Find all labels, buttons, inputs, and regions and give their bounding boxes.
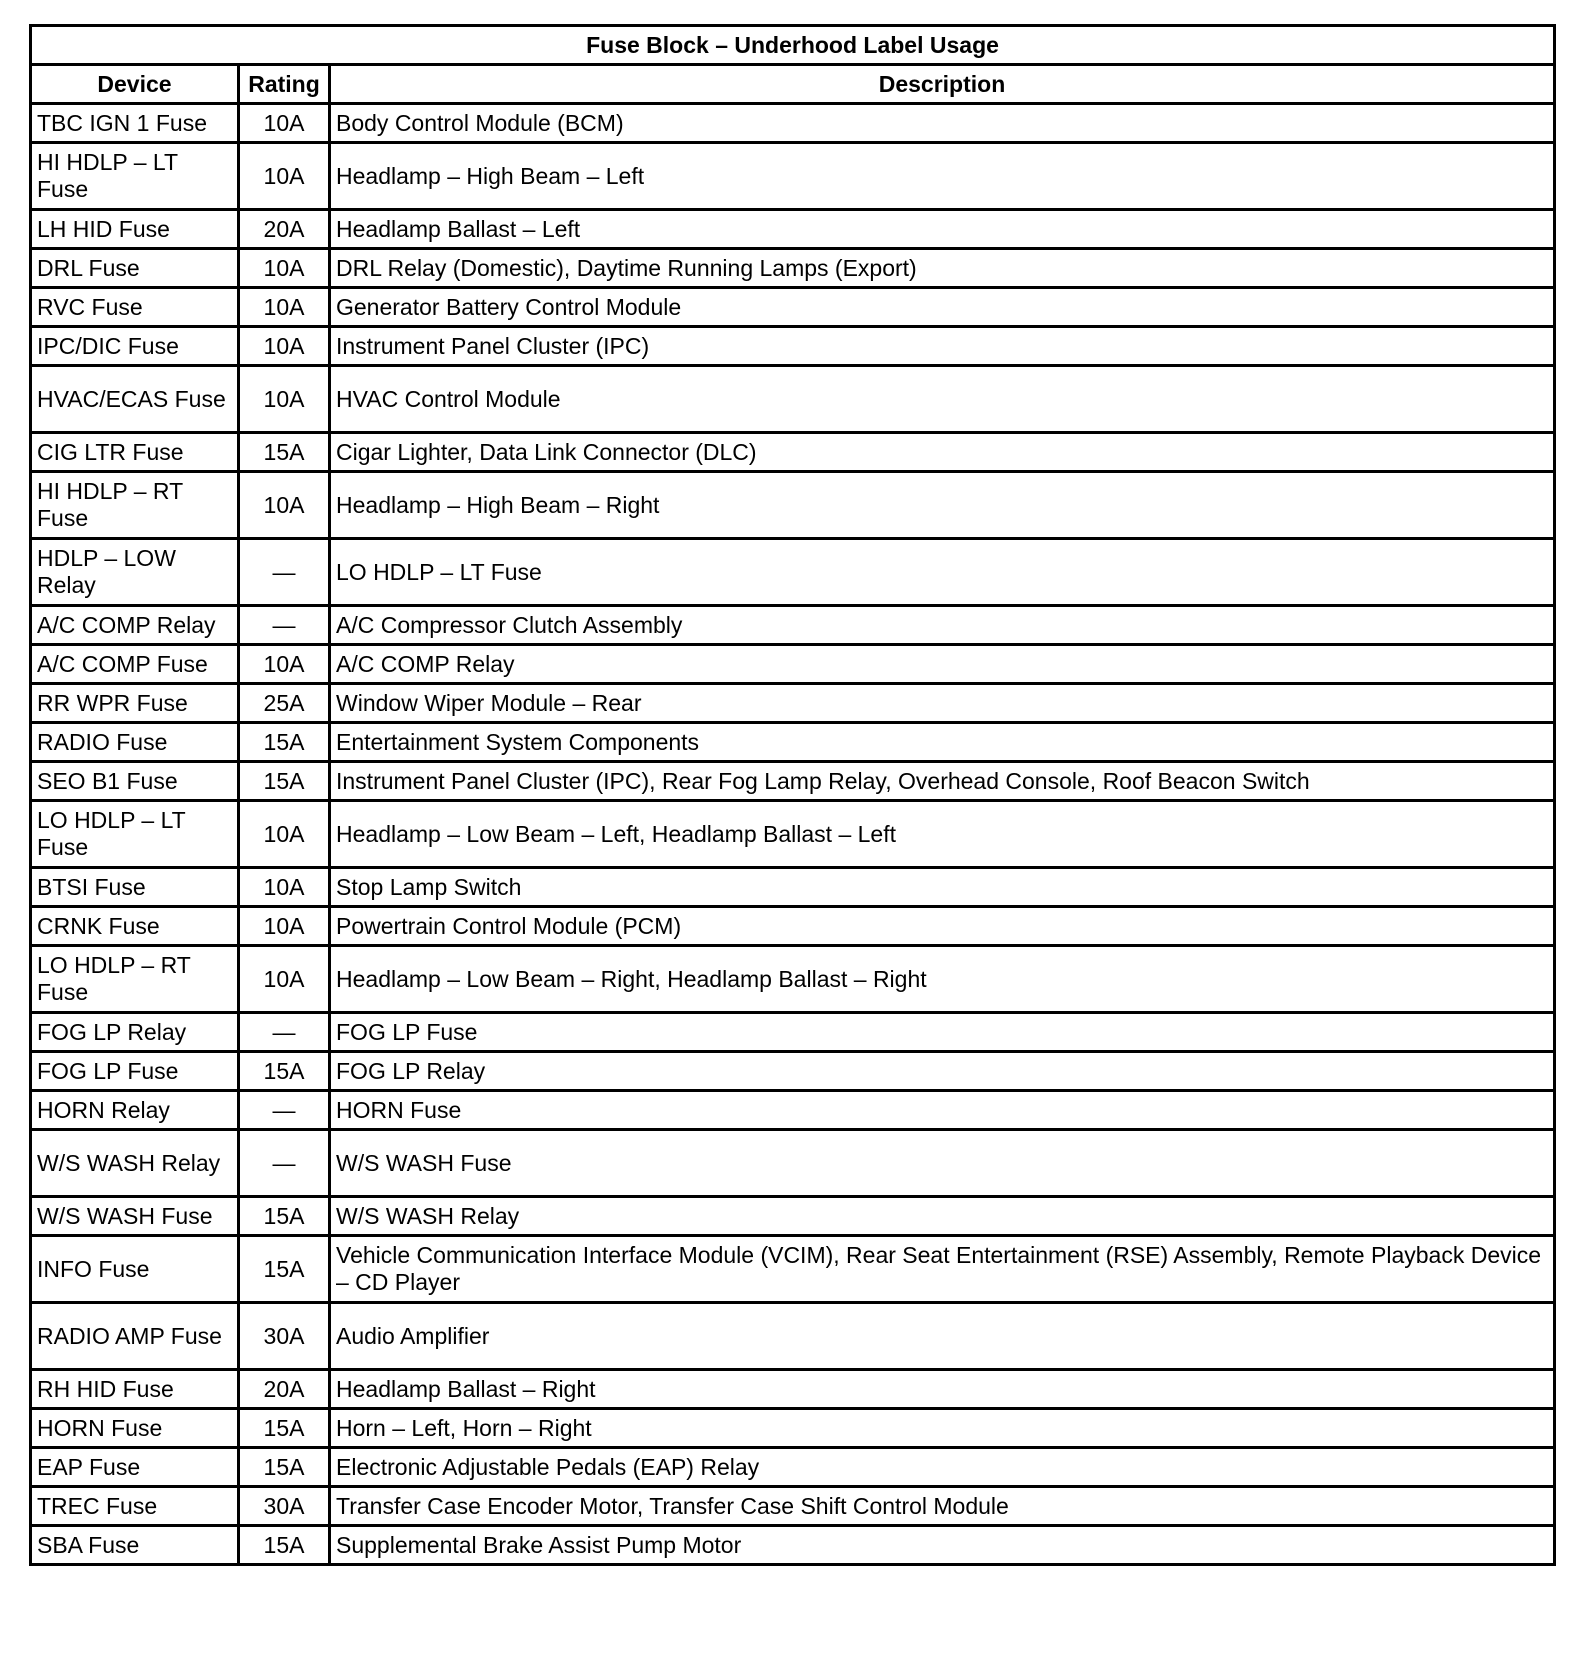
rating-cell: 10A xyxy=(239,472,330,539)
table-row xyxy=(31,684,1555,723)
device-cell: FOG LP Relay xyxy=(31,1013,239,1052)
table-title-row xyxy=(31,26,1555,65)
description-cell: Headlamp Ballast – Right xyxy=(330,1370,1555,1409)
rating-cell: 10A xyxy=(239,946,330,1013)
description-cell: Headlamp – High Beam – Right xyxy=(330,472,1555,539)
rating-cell: — xyxy=(239,1130,330,1197)
table-row xyxy=(31,1487,1555,1526)
description-cell: Powertrain Control Module (PCM) xyxy=(330,907,1555,946)
table-row xyxy=(31,1130,1555,1197)
rating-cell: 30A xyxy=(239,1487,330,1526)
rating-cell: 25A xyxy=(239,684,330,723)
table-row xyxy=(31,539,1555,606)
rating-cell: 10A xyxy=(239,907,330,946)
table-row xyxy=(31,1013,1555,1052)
description-cell: Cigar Lighter, Data Link Connector (DLC) xyxy=(330,433,1555,472)
device-cell: TREC Fuse xyxy=(31,1487,239,1526)
table-row xyxy=(31,645,1555,684)
rating-cell: 15A xyxy=(239,723,330,762)
device-cell: TBC IGN 1 Fuse xyxy=(31,104,239,143)
table-row xyxy=(31,946,1555,1013)
description-cell: FOG LP Relay xyxy=(330,1052,1555,1091)
header-device: Device xyxy=(31,65,239,104)
rating-cell: 10A xyxy=(239,868,330,907)
rating-cell: 30A xyxy=(239,1303,330,1370)
table-row xyxy=(31,606,1555,645)
rating-cell: 15A xyxy=(239,1236,330,1303)
table-row xyxy=(31,472,1555,539)
table-row xyxy=(31,1091,1555,1130)
table-row xyxy=(31,1236,1555,1303)
rating-cell: — xyxy=(239,539,330,606)
description-cell: Generator Battery Control Module xyxy=(330,288,1555,327)
rating-cell: 15A xyxy=(239,1526,330,1565)
description-cell: Transfer Case Encoder Motor, Transfer Case Shift Control Module xyxy=(330,1487,1555,1526)
table-row xyxy=(31,1197,1555,1236)
description-cell: Supplemental Brake Assist Pump Motor xyxy=(330,1526,1555,1565)
description-cell: W/S WASH Relay xyxy=(330,1197,1555,1236)
table-row xyxy=(31,868,1555,907)
rating-cell: 10A xyxy=(239,801,330,868)
description-cell: Audio Amplifier xyxy=(330,1303,1555,1370)
rating-cell: 15A xyxy=(239,1052,330,1091)
rating-cell: 10A xyxy=(239,104,330,143)
table-row xyxy=(31,143,1555,210)
description-cell: Headlamp – Low Beam – Left, Headlamp Ballast – Left xyxy=(330,801,1555,868)
rating-cell: 15A xyxy=(239,1197,330,1236)
table-row xyxy=(31,366,1555,433)
description-cell: Headlamp – High Beam – Left xyxy=(330,143,1555,210)
description-cell: Instrument Panel Cluster (IPC) xyxy=(330,327,1555,366)
device-cell: A/C COMP Relay xyxy=(31,606,239,645)
device-cell: FOG LP Fuse xyxy=(31,1052,239,1091)
rating-cell: 10A xyxy=(239,143,330,210)
description-cell: Body Control Module (BCM) xyxy=(330,104,1555,143)
table-row xyxy=(31,104,1555,143)
rating-cell: 15A xyxy=(239,1448,330,1487)
description-cell: Window Wiper Module – Rear xyxy=(330,684,1555,723)
description-cell: HVAC Control Module xyxy=(330,366,1555,433)
rating-cell: 15A xyxy=(239,1409,330,1448)
table-row xyxy=(31,327,1555,366)
device-cell: RADIO AMP Fuse xyxy=(31,1303,239,1370)
rating-cell: 10A xyxy=(239,366,330,433)
header-rating: Rating xyxy=(239,65,330,104)
rating-cell: 10A xyxy=(239,327,330,366)
table-row xyxy=(31,1052,1555,1091)
device-cell: W/S WASH Relay xyxy=(31,1130,239,1197)
device-cell: A/C COMP Fuse xyxy=(31,645,239,684)
device-cell: W/S WASH Fuse xyxy=(31,1197,239,1236)
description-cell: Headlamp Ballast – Left xyxy=(330,210,1555,249)
device-cell: LO HDLP – LT Fuse xyxy=(31,801,239,868)
table-row xyxy=(31,723,1555,762)
table-row xyxy=(31,1370,1555,1409)
description-cell: Electronic Adjustable Pedals (EAP) Relay xyxy=(330,1448,1555,1487)
device-cell: RR WPR Fuse xyxy=(31,684,239,723)
table-row xyxy=(31,433,1555,472)
device-cell: HVAC/ECAS Fuse xyxy=(31,366,239,433)
table-row xyxy=(31,762,1555,801)
table-row xyxy=(31,907,1555,946)
device-cell: SEO B1 Fuse xyxy=(31,762,239,801)
description-cell: Stop Lamp Switch xyxy=(330,868,1555,907)
description-cell: Entertainment System Components xyxy=(330,723,1555,762)
device-cell: RVC Fuse xyxy=(31,288,239,327)
device-cell: BTSI Fuse xyxy=(31,868,239,907)
description-cell: Horn – Left, Horn – Right xyxy=(330,1409,1555,1448)
device-cell: IPC/DIC Fuse xyxy=(31,327,239,366)
rating-cell: — xyxy=(239,606,330,645)
rating-cell: 10A xyxy=(239,249,330,288)
table-row xyxy=(31,210,1555,249)
device-cell: HI HDLP – LT Fuse xyxy=(31,143,239,210)
device-cell: CIG LTR Fuse xyxy=(31,433,239,472)
table-row xyxy=(31,1448,1555,1487)
rating-cell: 10A xyxy=(239,288,330,327)
rating-cell: — xyxy=(239,1013,330,1052)
device-cell: RADIO Fuse xyxy=(31,723,239,762)
rating-cell: — xyxy=(239,1091,330,1130)
device-cell: EAP Fuse xyxy=(31,1448,239,1487)
description-cell: HORN Fuse xyxy=(330,1091,1555,1130)
table-row xyxy=(31,1303,1555,1370)
device-cell: SBA Fuse xyxy=(31,1526,239,1565)
description-cell: Headlamp – Low Beam – Right, Headlamp Ballast – Right xyxy=(330,946,1555,1013)
table-body xyxy=(31,104,1555,1565)
description-cell: Instrument Panel Cluster (IPC), Rear Fog Lamp Relay, Overhead Console, Roof Beacon Switch xyxy=(330,762,1555,801)
description-cell: DRL Relay (Domestic), Daytime Running Lamps (Export) xyxy=(330,249,1555,288)
description-cell: A/C COMP Relay xyxy=(330,645,1555,684)
device-cell: LH HID Fuse xyxy=(31,210,239,249)
device-cell: CRNK Fuse xyxy=(31,907,239,946)
device-cell: RH HID Fuse xyxy=(31,1370,239,1409)
rating-cell: 20A xyxy=(239,1370,330,1409)
table-header-row xyxy=(31,65,1555,104)
device-cell: LO HDLP – RT Fuse xyxy=(31,946,239,1013)
description-cell: LO HDLP – LT Fuse xyxy=(330,539,1555,606)
table-row xyxy=(31,249,1555,288)
rating-cell: 10A xyxy=(239,645,330,684)
device-cell: HORN Fuse xyxy=(31,1409,239,1448)
device-cell: DRL Fuse xyxy=(31,249,239,288)
description-cell: A/C Compressor Clutch Assembly xyxy=(330,606,1555,645)
rating-cell: 20A xyxy=(239,210,330,249)
device-cell: HI HDLP – RT Fuse xyxy=(31,472,239,539)
table-row xyxy=(31,288,1555,327)
table-row xyxy=(31,1526,1555,1565)
table-row xyxy=(31,1409,1555,1448)
fuse-table xyxy=(29,24,1556,1566)
device-cell: HORN Relay xyxy=(31,1091,239,1130)
description-cell: W/S WASH Fuse xyxy=(330,1130,1555,1197)
description-cell: Vehicle Communication Interface Module (VCIM), Rear Seat Entertainment (RSE) Assembly, Remote Playback Device – CD Player xyxy=(330,1236,1555,1303)
table-title: Fuse Block – Underhood Label Usage xyxy=(31,26,1555,65)
device-cell: INFO Fuse xyxy=(31,1236,239,1303)
device-cell: HDLP – LOW Relay xyxy=(31,539,239,606)
rating-cell: 15A xyxy=(239,433,330,472)
header-description: Description xyxy=(330,65,1555,104)
table-row xyxy=(31,801,1555,868)
rating-cell: 15A xyxy=(239,762,330,801)
description-cell: FOG LP Fuse xyxy=(330,1013,1555,1052)
